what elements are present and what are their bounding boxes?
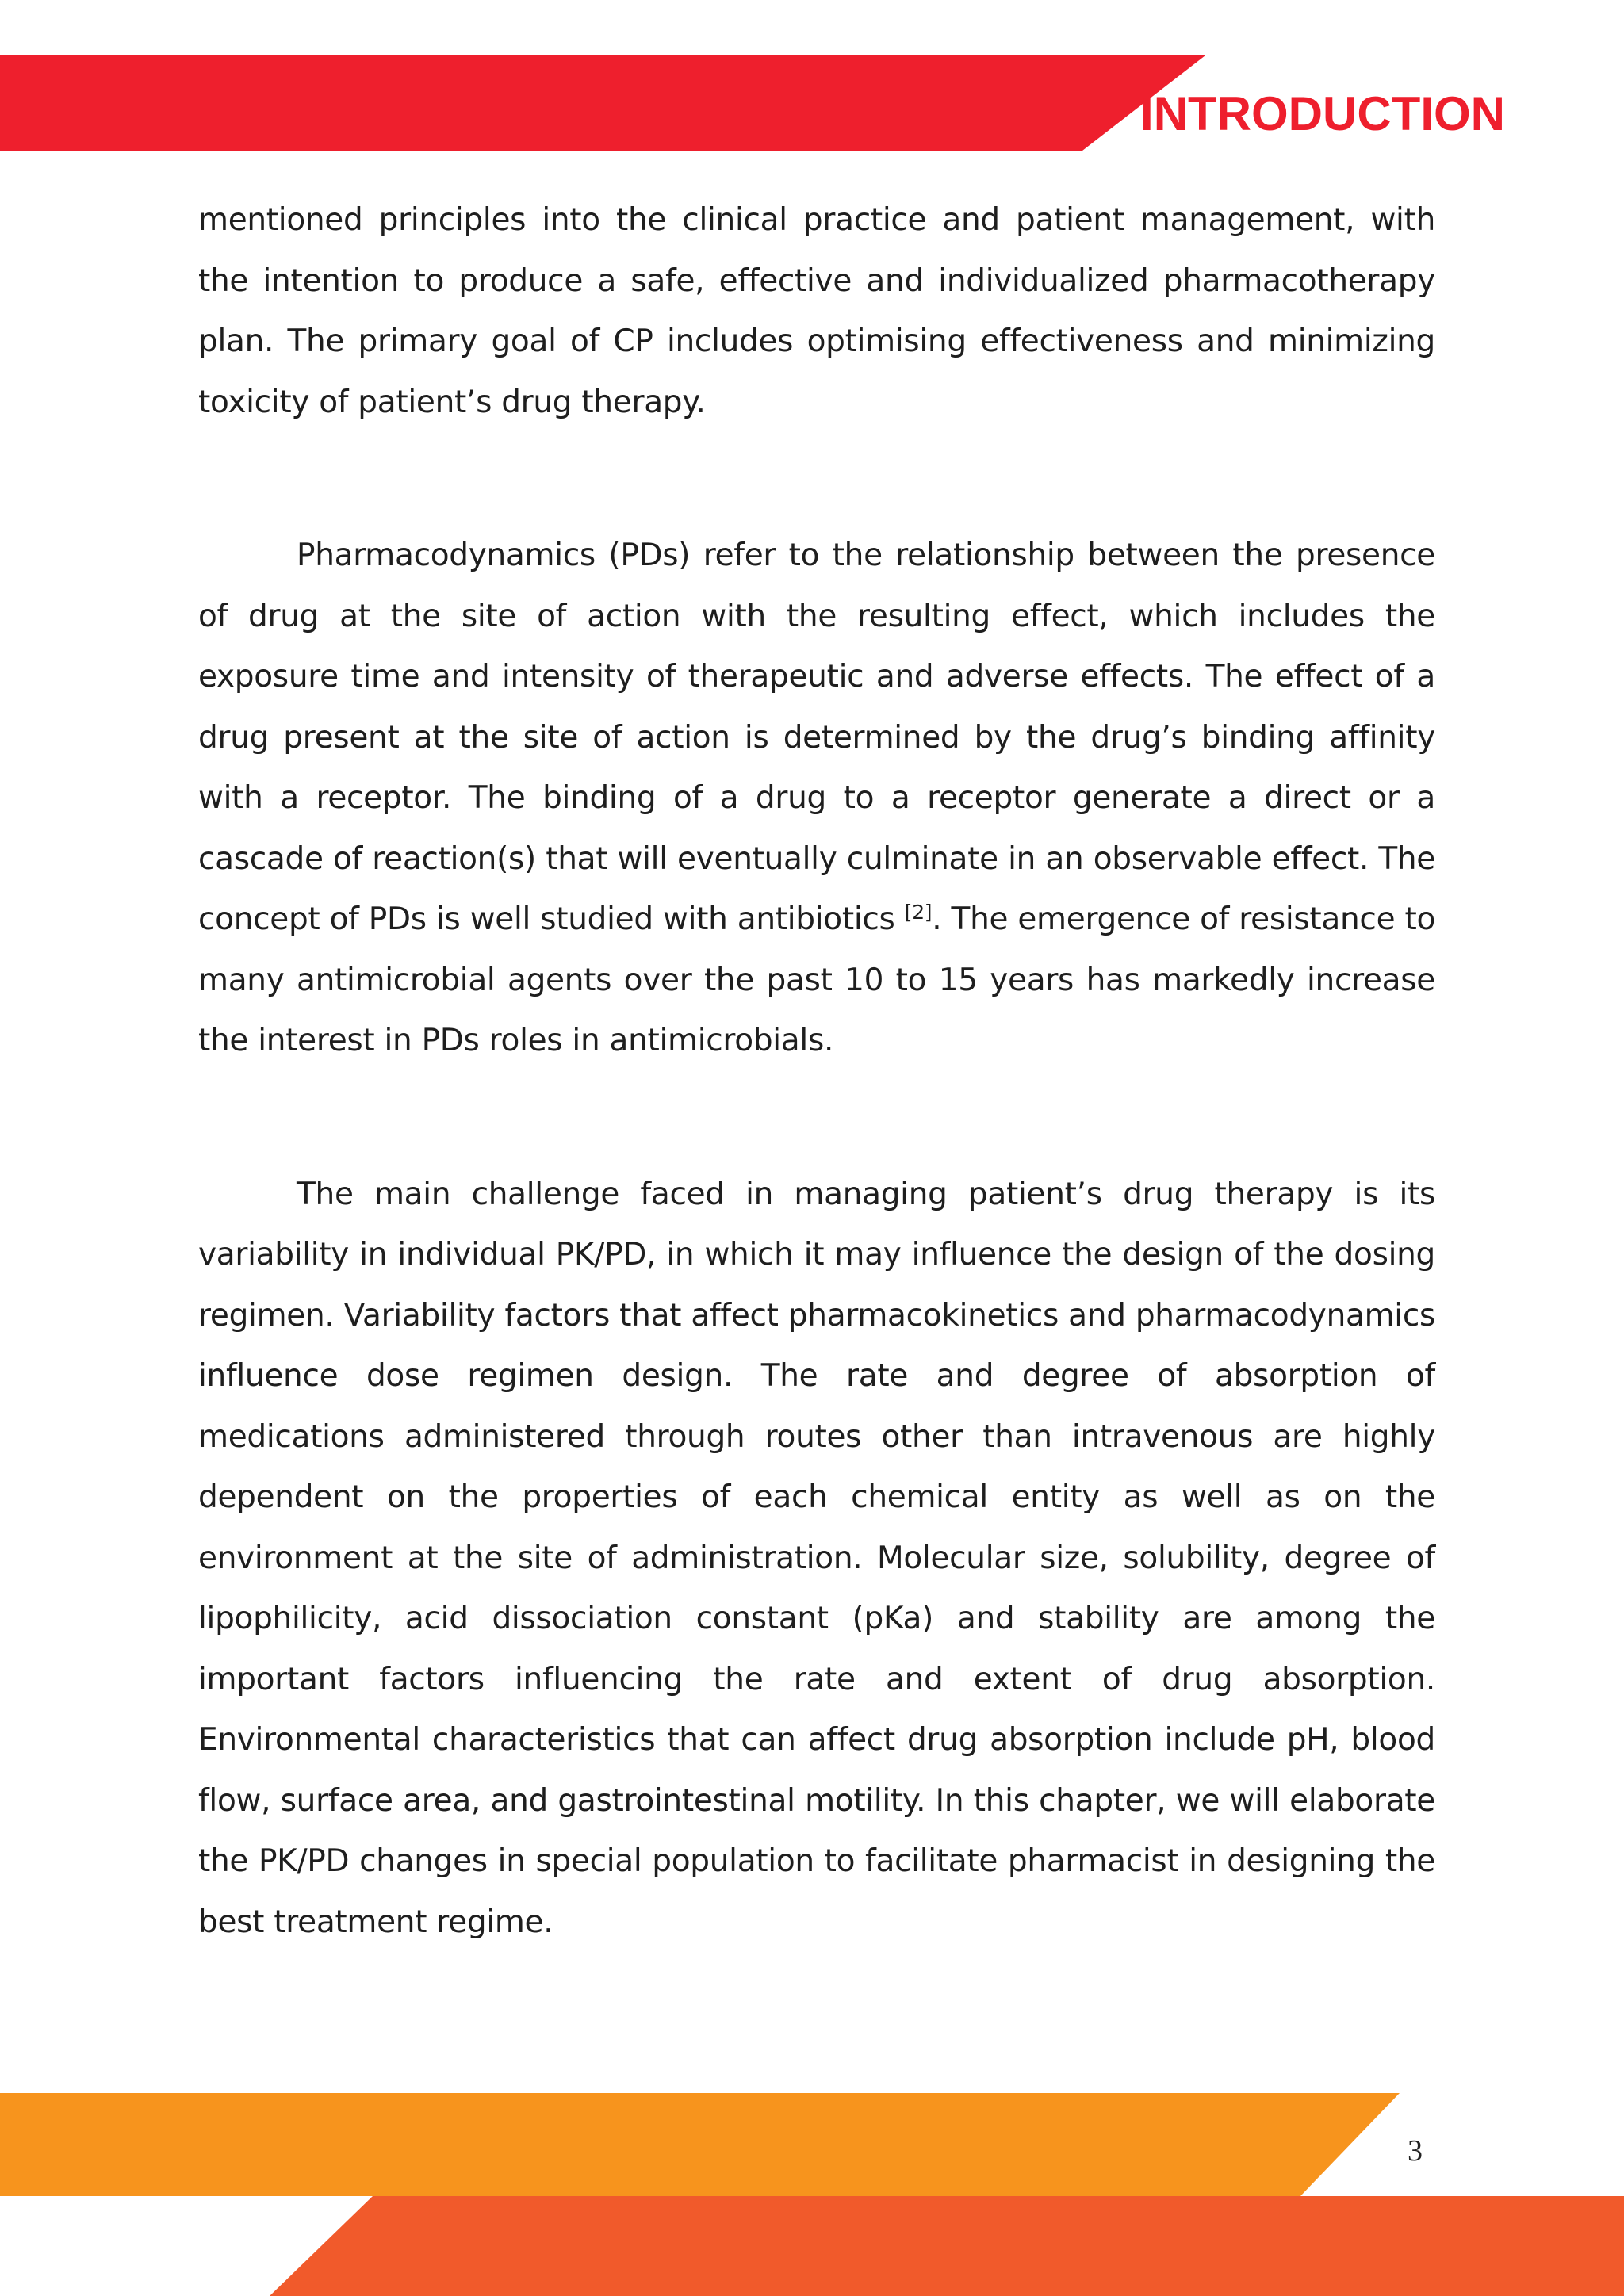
paragraph-2 — [198, 526, 1435, 1072]
section-title: INTRODUCTION — [1140, 87, 1505, 140]
citation-reference: [2] — [904, 901, 933, 924]
paragraph-3: The main challenge faced in managing patient’s drug therapy is its variability in individual PK/PD, in which it may influence the design of the dosing regimen. Variability factors that affect pharmacokinetics and pharmacodynamics influence dose regimen design. The rate and degree of absorption of medications administered through routes other than intravenous are highly dependent on the properties of each chemical entity as well as on the environment at the site of administration. Molecular size, solubility, degree of lipophilicity, acid dissociation constant (pKa) and stability are among the important factors influencing the rate and extent of drug absorption. Environmental characteristics that can affect drug absorption include pH, blood flow, surface area, and gastrointestinal motility. In this chapter, we will elaborate the PK/PD changes in special population to facilitate pharmacist in designing the best treatment regime. — [198, 1176, 1435, 1940]
paragraph-1: mentioned principles into the clinical practice and patient management, with the intention to produce a safe, effective and individualized pharmacotherapy plan. The primary goal of CP includes optimising effectiveness and minimizing toxicity of patient’s drug therapy. — [198, 202, 1435, 420]
footer-red-band — [270, 2196, 1624, 2296]
body-text — [198, 190, 1435, 1953]
paragraph-2-text-a: Pharmacodynamics (PDs) refer to the relationship between the presence of drug at the site of action with the resulting effect, which includes the exposure time and intensity of therapeutic and adverse effects. The effect of a drug present at the site of action is determined by the drug’s binding affinity with a receptor. The binding of a drug to a receptor generate a direct or a cascade of reaction(s) that will eventually culminate in an observable effect. The concept of PDs is well studied with antibiotics — [198, 538, 1435, 937]
page-number: 3 — [1408, 2134, 1423, 2168]
header-band-shape — [0, 55, 1205, 151]
footer-orange-band — [0, 2093, 1400, 2196]
paragraph-spacer — [198, 1072, 1435, 1165]
paragraph-spacer — [198, 433, 1435, 526]
footer-bands — [0, 2093, 1624, 2296]
paragraph-2-text-b: . The emergence of resistance to many antimicrobial agents over the past 10 to 15 years has markedly increase the interest in PDs roles in antimicrobials. — [198, 901, 1436, 1058]
